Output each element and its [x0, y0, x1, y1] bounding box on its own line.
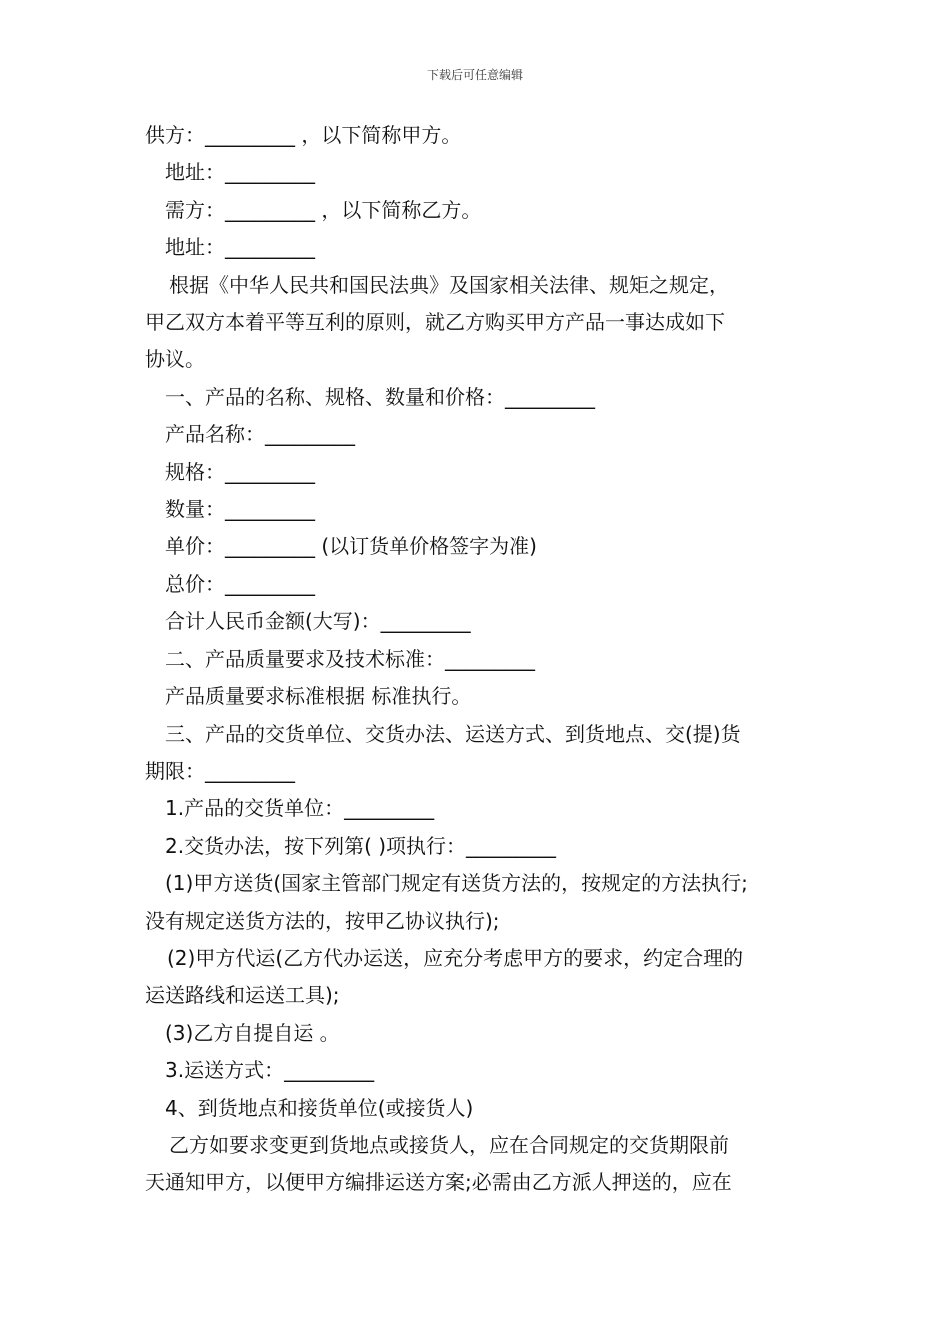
text-line: 三、产品的交货单位、交货办法、运送方式、到货地点、交(提)货 [165, 721, 741, 746]
text-line: 单价：_________ (以订货单价格签字为准) [165, 534, 537, 559]
text-line: 供方：_________ ，以下简称甲方。 [145, 123, 462, 147]
text-line: 地址：_________ [165, 160, 315, 185]
contract-body [145, 117, 810, 1202]
text-line: 甲乙双方本着平等互利的原则，就乙方购买甲方产品一事达成如下 [145, 310, 725, 335]
text-line: 数量：_________ [165, 497, 315, 522]
text-line: (3)乙方自提自运 。 [165, 1020, 340, 1045]
text-line: (2)甲方代运(乙方代办运送，应充分考虑甲方的要求，约定合理的 [167, 945, 744, 970]
text-line: 产品质量要求标准根据 标准执行。 [165, 684, 472, 709]
text-line: 3.运送方式：_________ [165, 1058, 375, 1083]
text-line: 地址：_________ [165, 235, 315, 260]
text-line: 一、产品的名称、规格、数量和价格：_________ [165, 384, 595, 409]
text-line: 根据《中华人民共和国民法典》及国家相关法律、规矩之规定， [169, 272, 729, 297]
page-header: 下载后可任意编辑 [426, 68, 523, 82]
text-line: 总价：_________ [165, 571, 315, 596]
text-line: 二、产品质量要求及技术标准：_________ [165, 646, 535, 671]
text-line: 1.产品的交货单位：_________ [165, 796, 435, 821]
text-line: 运送路线和运送工具); [145, 983, 340, 1008]
text-line: 期限：_________ [145, 758, 295, 783]
text-line: 协议。 [145, 347, 205, 372]
text-line: 规格：_________ [165, 459, 315, 484]
text-line: 2.交货办法，按下列第( )项执行：_________ [165, 833, 557, 858]
text-line: (1)甲方送货(国家主管部门规定有送货方法的，按规定的方法执行; [165, 871, 748, 896]
text-line: 乙方如要求变更到货地点或接货人，应在合同规定的交货期限前 [169, 1132, 729, 1157]
text-line: 产品名称：_________ [165, 422, 355, 447]
text-line: 需方：_________ ，以下简称乙方。 [165, 197, 482, 222]
text-line: 天通知甲方，以便甲方编排运送方案;必需由乙方派人押送的，应在 [145, 1170, 732, 1195]
text-line: 4、到货地点和接货单位(或接货人) [165, 1095, 474, 1120]
text-line: 没有规定送货方法的，按甲乙协议执行); [145, 908, 500, 933]
text-line: 合计人民币金额(大写)：_________ [165, 609, 471, 634]
